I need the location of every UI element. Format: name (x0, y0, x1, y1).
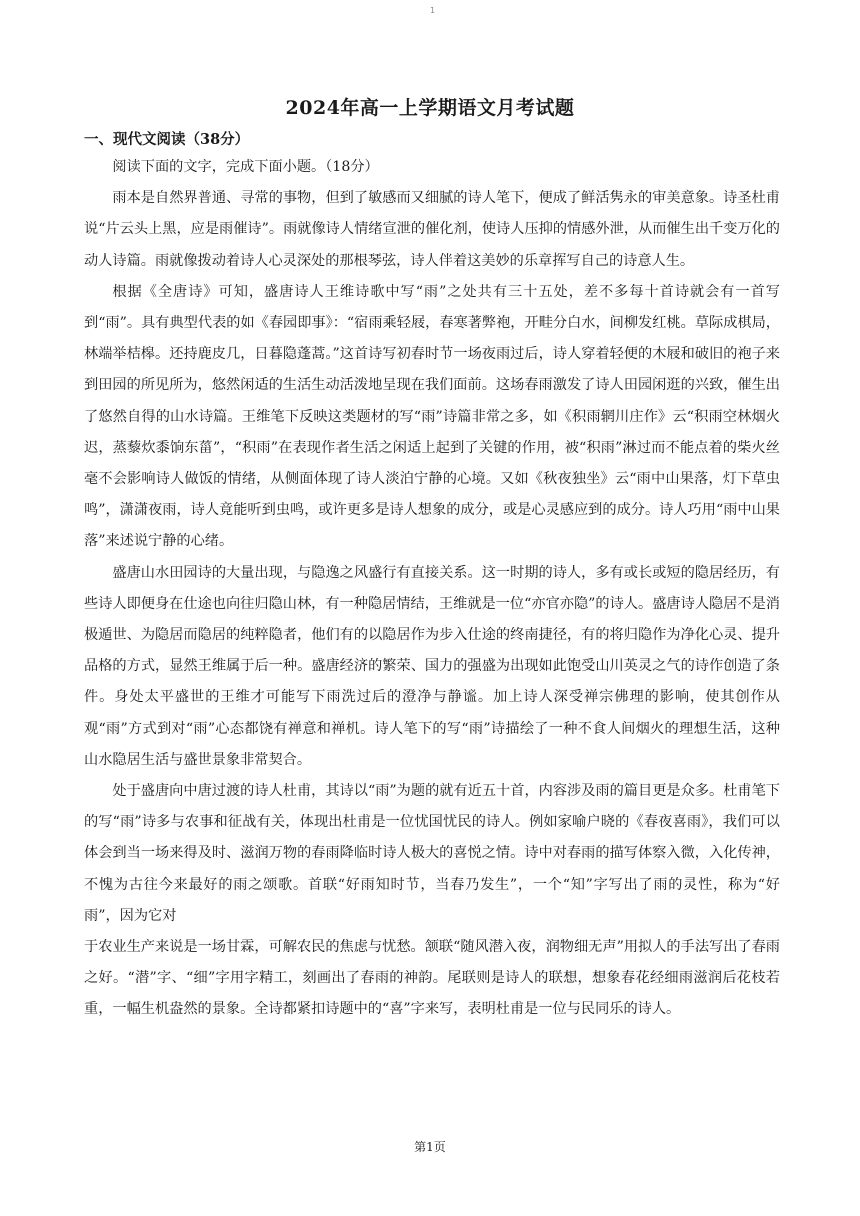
passage-paragraph-1: 雨本是自然界普通、寻常的事物，但到了敏感而又细腻的诗人笔下，便成了鲜活隽永的审美意象。诗圣杜甫说“片云头上黑，应是雨催诗”。雨就像诗人情绪宣泄的催化剂，使诗人压抑的情感外泄，从而催生出千变万化的动人诗篇。雨就像拨动着诗人心灵深处的那根琴弦，诗人伴着这美妙的乐章挥写自己的诗意人生。 (84, 190, 780, 269)
section-heading: 一、现代文阅读（38分） (84, 131, 250, 148)
exam-title: 2024年高一上学期语文月考试题 (285, 97, 575, 119)
reading-passage (84, 152, 780, 1026)
passage-paragraph-4: 处于盛唐向中唐过渡的诗人杜甫，其诗以“雨”为题的就有近五十首，内容涉及雨的篇目更是众多。杜甫笔下的写“雨”诗多与农事和征战有关，体现出杜甫是一位忧国忧民的诗人。例如家喻户晓的《春夜喜雨》，我们可以体会到当一场来得及时、滋润万物的春雨降临时诗人极大的喜悦之情。诗中对春雨的描写体察入微，入化传神，不愧为古往今来最好的雨之颂歌。首联“好雨知时节，当春乃发生”，一个“知”字写出了雨的灵性，称为“好雨”，因为它对 (84, 783, 780, 924)
page-top-mark: 1 (430, 6, 436, 15)
passage-paragraph-4-continued: 于农业生产来说是一场甘霖，可解农民的焦虑与忧愁。颔联“随风潜入夜，润物细无声”用拟人的手法写出了春雨之好。“潜”字、“细”字用字精工，刻画出了春雨的神韵。尾联则是诗人的联想，想象春花经细雨滋润后花枝若重，一幅生机盎然的景象。全诗都紧扣诗题中的“喜”字来写，表明杜甫是一位与民同乐的诗人。 (84, 939, 780, 1018)
instruction-line: 阅读下面的文字，完成下面小题。（18分） (112, 159, 379, 175)
passage-paragraph-3: 盛唐山水田园诗的大量出现，与隐逸之风盛行有直接关系。这一时期的诗人，多有或长或短的隐居经历，有些诗人即便身在仕途也向往归隐山林，有一种隐居情结，王维就是一位“亦官亦隐”的诗人。盛唐诗人隐居不是消极遁世、为隐居而隐居的纯粹隐者，他们有的以隐居作为步入仕途的终南捷径，有的将归隐作为净化心灵、提升品格的方式，显然王维属于后一种。盛唐经济的繁荣、国力的强盛为出现如此饱受山川英灵之气的诗作创造了条件。身处太平盛世的王维才可能写下雨洗过后的澄净与静谧。加上诗人深受禅宗佛理的影响，使其创作从观“雨”方式到对“雨”心态都饶有禅意和禅机。诗人笔下的写“雨”诗描绘了一种不食人间烟火的理想生活，这种山水隐居生活与盛世景象非常契合。 (84, 564, 780, 768)
passage-paragraph-2: 根据《全唐诗》可知，盛唐诗人王维诗歌中写“雨”之处共有三十五处，差不多每十首诗就会有一首写到“雨”。具有典型代表的如《春园即事》：“宿雨乘轻屐，春寒著弊袍，开畦分白水，间柳发红桃。草际成棋局，林端举桔槔。还持鹿皮几，日暮隐蓬蒿。”这首诗写初春时节一场夜雨过后，诗人穿着轻便的木屐和破旧的袍子来到田园的所见所为，悠然闲适的生活生动活泼地呈现在我们面前。这场春雨激发了诗人田园闲逛的兴致，催生出了悠然自得的山水诗篇。王维笔下反映这类题材的写“雨”诗篇非常之多，如《积雨辋川庄作》云“积雨空林烟火迟，蒸藜炊黍饷东菑”，“积雨”在表现作者生活之闲适上起到了关键的作用，被“积雨”淋过而不能点着的柴火丝毫不会影响诗人做饭的情绪，从侧面体现了诗人淡泊宁静的心境。又如《秋夜独坐》云“雨中山果落，灯下草虫鸣”，潇潇夜雨，诗人竟能听到虫鸣，或许更多是诗人想象的成分，或是心灵感应到的成分。诗人巧用“雨中山果落”来述说宁静的心绪。 (84, 283, 780, 550)
page-number: 第1页 (414, 1140, 446, 1154)
